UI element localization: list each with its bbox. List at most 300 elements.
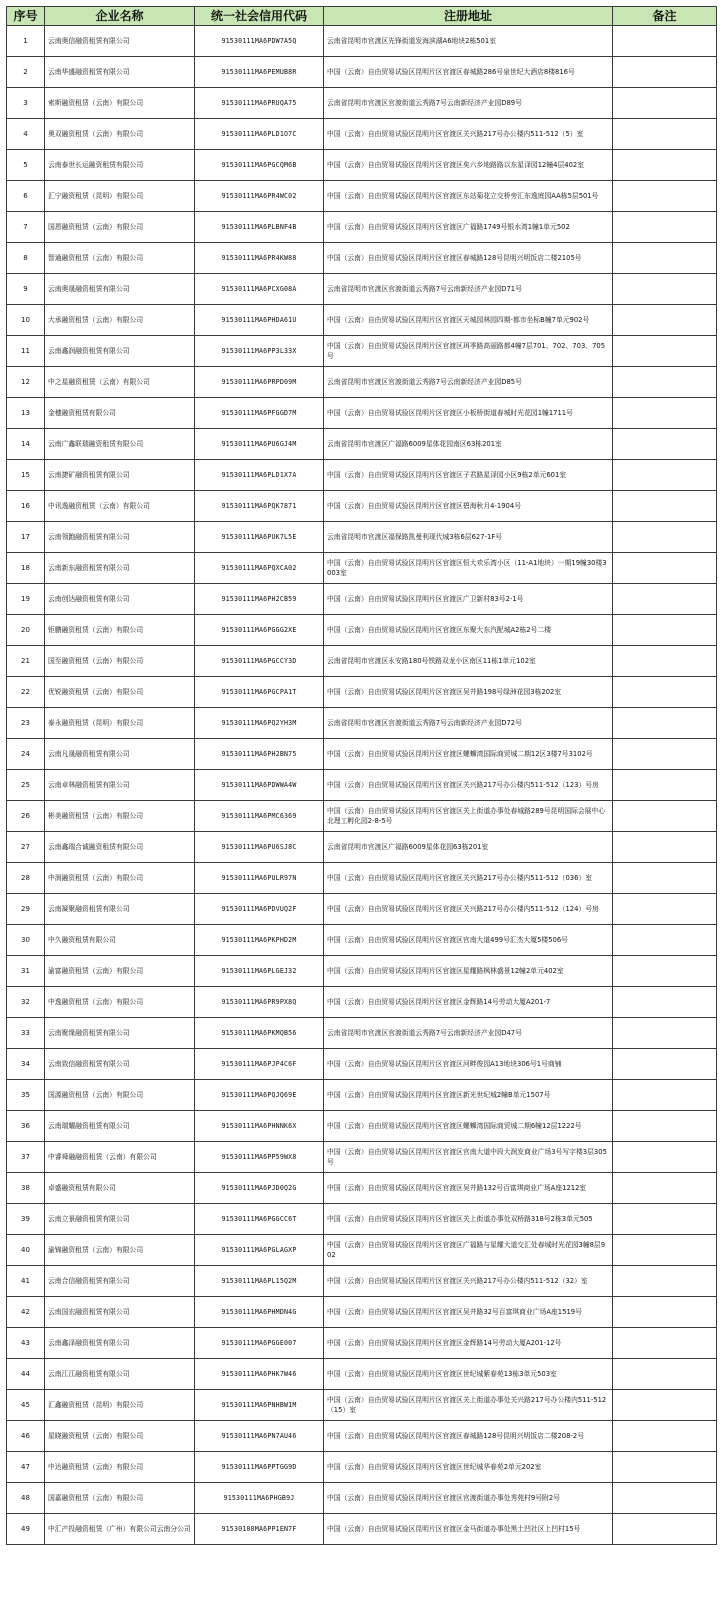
cell-remarks bbox=[613, 1049, 717, 1080]
cell-index: 22 bbox=[7, 677, 45, 708]
cell-index: 21 bbox=[7, 646, 45, 677]
table-row bbox=[7, 460, 717, 491]
cell-credit-code: 91530111MA6PDWWA4W bbox=[195, 770, 324, 801]
cell-index: 3 bbox=[7, 88, 45, 119]
cell-company-name: 中达融资租赁（云南）有限公司 bbox=[45, 1452, 195, 1483]
cell-company-name: 云南捷矿融资租赁有限公司 bbox=[45, 460, 195, 491]
cell-remarks bbox=[613, 1266, 717, 1297]
table-row bbox=[7, 150, 717, 181]
cell-remarks bbox=[613, 88, 717, 119]
cell-credit-code: 91530111MA6PGCCY3D bbox=[195, 646, 324, 677]
table-row bbox=[7, 1266, 717, 1297]
cell-remarks bbox=[613, 739, 717, 770]
cell-index: 33 bbox=[7, 1018, 45, 1049]
cell-company-name: 云南合信融资租赁有限公司 bbox=[45, 1266, 195, 1297]
table-row bbox=[7, 1514, 717, 1545]
cell-address: 云南省昆明市官渡区广福路6009星体花园63栋201室 bbox=[324, 832, 613, 863]
cell-company-name: 星晓融资租赁（云南）有限公司 bbox=[45, 1421, 195, 1452]
cell-index: 31 bbox=[7, 956, 45, 987]
cell-index: 47 bbox=[7, 1452, 45, 1483]
cell-address: 中国（云南）自由贸易试验区昆明片区官渡区小板桥街道春城时光花园1幢1711号 bbox=[324, 398, 613, 429]
cell-credit-code: 91530111MA6PQ2YH3M bbox=[195, 708, 324, 739]
cell-address: 中国（云南）自由贸易试验区昆明片区官渡区金辉路14号劳动大厦A201-7 bbox=[324, 987, 613, 1018]
cell-company-name: 云南鑫润融资租赁有限公司 bbox=[45, 336, 195, 367]
cell-index: 26 bbox=[7, 801, 45, 832]
cell-credit-code: 91530111MA6PHNNK6X bbox=[195, 1111, 324, 1142]
cell-credit-code: 91530111MA6PPTGG9D bbox=[195, 1452, 324, 1483]
cell-remarks bbox=[613, 119, 717, 150]
table-row bbox=[7, 863, 717, 894]
cell-index: 10 bbox=[7, 305, 45, 336]
cell-address: 中国（云南）自由贸易试验区昆明片区官渡区子君路星泽园小区9栋2单元601室 bbox=[324, 460, 613, 491]
cell-remarks bbox=[613, 925, 717, 956]
cell-address: 中国（云南）自由贸易试验区昆明片区官渡区关兴路217号办公楼内511-512（32）室 bbox=[324, 1266, 613, 1297]
cell-credit-code: 91530111MA6PHMDN4G bbox=[195, 1297, 324, 1328]
table-row bbox=[7, 646, 717, 677]
cell-credit-code: 91530111MA6PULR97N bbox=[195, 863, 324, 894]
cell-credit-code: 91530111MA6PNHBW1M bbox=[195, 1390, 324, 1421]
cell-company-name: 国源融资租赁（云南）有限公司 bbox=[45, 1080, 195, 1111]
header-address: 注册地址 bbox=[324, 7, 613, 26]
table-row bbox=[7, 1204, 717, 1235]
cell-index: 30 bbox=[7, 925, 45, 956]
cell-address: 中国（云南）自由贸易试验区昆明片区官渡区广卫新村83号2-1号 bbox=[324, 584, 613, 615]
cell-remarks bbox=[613, 987, 717, 1018]
table-row bbox=[7, 336, 717, 367]
cell-company-name: 云南奥晟融资租赁有限公司 bbox=[45, 274, 195, 305]
cell-address: 云南省昆明市官渡区官渡街道云秀路7号云南新经济产业园D71号 bbox=[324, 274, 613, 305]
table-header bbox=[7, 7, 717, 26]
cell-address: 中国（云南）自由贸易试验区昆明片区官渡区珥季路高丽路都4幢7层701、702、703、705号 bbox=[324, 336, 613, 367]
cell-remarks bbox=[613, 615, 717, 646]
cell-remarks bbox=[613, 1390, 717, 1421]
cell-index: 34 bbox=[7, 1049, 45, 1080]
cell-credit-code: 91530111MA6PCXG08A bbox=[195, 274, 324, 305]
cell-address: 中国（云南）自由贸易试验区昆明片区官渡区恒大欢乐湾小区（11-A1地块）一期19幢30楼3003室 bbox=[324, 553, 613, 584]
cell-address: 中国（云南）自由贸易试验区昆明片区官渡区官南大道499号汇杰大厦5楼506号 bbox=[324, 925, 613, 956]
cell-remarks bbox=[613, 894, 717, 925]
table-row bbox=[7, 398, 717, 429]
cell-index: 45 bbox=[7, 1390, 45, 1421]
cell-address: 中国（云南）自由贸易试验区昆明片区官渡区新光世纪城2幢B单元1507号 bbox=[324, 1080, 613, 1111]
cell-company-name: 中睿舜融融资租赁（云南）有限公司 bbox=[45, 1142, 195, 1173]
cell-remarks bbox=[613, 1018, 717, 1049]
cell-company-name: 云南华盛融资租赁有限公司 bbox=[45, 57, 195, 88]
table-row bbox=[7, 708, 717, 739]
cell-remarks bbox=[613, 243, 717, 274]
cell-credit-code: 91530111MA6PU6GJ4M bbox=[195, 429, 324, 460]
table-row bbox=[7, 584, 717, 615]
cell-company-name: 云南鑫泽融资租赁有限公司 bbox=[45, 1328, 195, 1359]
cell-company-name: 泰永融资租赁（昆明）有限公司 bbox=[45, 708, 195, 739]
cell-company-name: 云南创达融资租赁有限公司 bbox=[45, 584, 195, 615]
cell-index: 43 bbox=[7, 1328, 45, 1359]
cell-credit-code: 91530111MA6PGCQM6B bbox=[195, 150, 324, 181]
cell-address: 中国（云南）自由贸易试验区昆明片区官渡区广福路与星耀大道交汇处春城时光花园3幢8层902 bbox=[324, 1235, 613, 1266]
table-row bbox=[7, 1452, 717, 1483]
cell-credit-code: 91530111MA6PP3L33X bbox=[195, 336, 324, 367]
cell-address: 云南省昆明市官渡区先锋街道发海滨湖A6地块2栋501室 bbox=[324, 26, 613, 57]
table-row bbox=[7, 987, 717, 1018]
cell-remarks bbox=[613, 1173, 717, 1204]
cell-remarks bbox=[613, 522, 717, 553]
cell-address: 云南省昆明市官渡区永安路180号铁路双龙小区南区11栋1单元102室 bbox=[324, 646, 613, 677]
cell-address: 中国（云南）自由贸易试验区昆明片区官渡区吴井路198号绿洲花园3栋202室 bbox=[324, 677, 613, 708]
cell-company-name: 汇鑫融资租赁（昆明）有限公司 bbox=[45, 1390, 195, 1421]
cell-address: 中国（云南）自由贸易试验区昆明片区官渡区吴井路32号百富琪商业广场A座1519号 bbox=[324, 1297, 613, 1328]
table-row bbox=[7, 1080, 717, 1111]
cell-credit-code: 91530111MA6PLD1O7C bbox=[195, 119, 324, 150]
cell-index: 14 bbox=[7, 429, 45, 460]
table-row bbox=[7, 1390, 717, 1421]
cell-address: 中国（云南）自由贸易试验区昆明片区官渡区天城园林园四期-都市坐标B幢7单元902号 bbox=[324, 305, 613, 336]
header-company-name: 企业名称 bbox=[45, 7, 195, 26]
cell-address: 中国（云南）自由贸易试验区昆明片区官渡区东聚大东汽配城A2栋2号二楼 bbox=[324, 615, 613, 646]
cell-company-name: 中之星融资租赁（云南）有限公司 bbox=[45, 367, 195, 398]
cell-index: 13 bbox=[7, 398, 45, 429]
cell-remarks bbox=[613, 398, 717, 429]
cell-address: 中国（云南）自由贸易试验区昆明片区官渡区世纪城紫春苑13栋3单元503室 bbox=[324, 1359, 613, 1390]
cell-address: 中国（云南）自由贸易试验区昆明片区官渡区世纪城华春苑2单元202室 bbox=[324, 1452, 613, 1483]
cell-index: 18 bbox=[7, 553, 45, 584]
cell-index: 17 bbox=[7, 522, 45, 553]
table-row bbox=[7, 88, 717, 119]
cell-company-name: 云南瑞耀融资租赁有限公司 bbox=[45, 1111, 195, 1142]
table-row bbox=[7, 677, 717, 708]
cell-index: 4 bbox=[7, 119, 45, 150]
cell-credit-code: 91530111MA6PEMUB8R bbox=[195, 57, 324, 88]
cell-remarks bbox=[613, 708, 717, 739]
cell-index: 49 bbox=[7, 1514, 45, 1545]
cell-remarks bbox=[613, 832, 717, 863]
cell-credit-code: 91530111MA6PLGEJ32 bbox=[195, 956, 324, 987]
cell-remarks bbox=[613, 1452, 717, 1483]
cell-company-name: 云南奥信融资租赁有限公司 bbox=[45, 26, 195, 57]
cell-index: 23 bbox=[7, 708, 45, 739]
cell-company-name: 云南聚缘融资租赁有限公司 bbox=[45, 1018, 195, 1049]
cell-company-name: 智通融资租赁（云南）有限公司 bbox=[45, 243, 195, 274]
cell-company-name: 渝富融资租赁（云南）有限公司 bbox=[45, 956, 195, 987]
cell-credit-code: 91530111MA6PGGE007 bbox=[195, 1328, 324, 1359]
cell-credit-code: 91530111MA6PR9PX8Q bbox=[195, 987, 324, 1018]
cell-credit-code: 91530111MA6PDW7A5Q bbox=[195, 26, 324, 57]
cell-index: 41 bbox=[7, 1266, 45, 1297]
cell-remarks bbox=[613, 863, 717, 894]
cell-index: 27 bbox=[7, 832, 45, 863]
cell-remarks bbox=[613, 367, 717, 398]
cell-address: 中国（云南）自由贸易试验区昆明片区官渡区关兴路217号办公楼内511-512（5）室 bbox=[324, 119, 613, 150]
table-row bbox=[7, 491, 717, 522]
table-row bbox=[7, 1359, 717, 1390]
cell-address: 中国（云南）自由贸易试验区昆明片区官渡区关上街道办事处关兴路217号办公楼内511-512（15）室 bbox=[324, 1390, 613, 1421]
cell-index: 48 bbox=[7, 1483, 45, 1514]
cell-remarks bbox=[613, 1421, 717, 1452]
cell-company-name: 索斯融资租赁（云南）有限公司 bbox=[45, 88, 195, 119]
cell-index: 40 bbox=[7, 1235, 45, 1266]
cell-credit-code: 91530111MA6PLBNF4B bbox=[195, 212, 324, 243]
table-row bbox=[7, 57, 717, 88]
cell-index: 20 bbox=[7, 615, 45, 646]
cell-credit-code: 91530111MA6PKPHD2M bbox=[195, 925, 324, 956]
cell-remarks bbox=[613, 584, 717, 615]
cell-credit-code: 91530111MA6PH2CB59 bbox=[195, 584, 324, 615]
cell-remarks bbox=[613, 26, 717, 57]
cell-credit-code: 91530111MA6PLD1X7A bbox=[195, 460, 324, 491]
cell-address: 中国（云南）自由贸易试验区昆明片区官渡区关兴路217号办公楼内511-512（036）室 bbox=[324, 863, 613, 894]
cell-remarks bbox=[613, 150, 717, 181]
cell-company-name: 中逸融资租赁（云南）有限公司 bbox=[45, 987, 195, 1018]
cell-credit-code: 91530111MA6PDVUQ2F bbox=[195, 894, 324, 925]
cell-company-name: 国恩融资租赁（云南）有限公司 bbox=[45, 212, 195, 243]
cell-company-name: 中汇产投融资租赁（广州）有限公司云南分公司 bbox=[45, 1514, 195, 1545]
table-row bbox=[7, 429, 717, 460]
cell-credit-code: 91530111MA6PGCPA1T bbox=[195, 677, 324, 708]
cell-company-name: 云南泰世长运融资租赁有限公司 bbox=[45, 150, 195, 181]
cell-company-name: 国至融资租赁（云南）有限公司 bbox=[45, 646, 195, 677]
cell-address: 云南省昆明市官渡区福保路凯曼利现代城3栋6层627-1F号 bbox=[324, 522, 613, 553]
company-registry-table bbox=[6, 6, 717, 1545]
cell-company-name: 卓盛融资租赁有限公司 bbox=[45, 1173, 195, 1204]
cell-address: 云南省昆明市官渡区官渡街道云秀路7号云南新经济产业园D89号 bbox=[324, 88, 613, 119]
table-row bbox=[7, 181, 717, 212]
cell-address: 中国（云南）自由贸易试验区昆明片区官渡区官渡街道办事处秀苑村9号附2号 bbox=[324, 1483, 613, 1514]
table-row bbox=[7, 956, 717, 987]
cell-credit-code: 91530111MA6PMC6369 bbox=[195, 801, 324, 832]
cell-company-name: 云南新东融资租赁有限公司 bbox=[45, 553, 195, 584]
table-row bbox=[7, 522, 717, 553]
cell-address: 中国（云南）自由贸易试验区昆明片区官渡区东站菊花立交桥旁汇东逸庭园AA栋5层501号 bbox=[324, 181, 613, 212]
cell-remarks bbox=[613, 770, 717, 801]
cell-company-name: 云南卓林融资租赁有限公司 bbox=[45, 770, 195, 801]
cell-address: 中国（云南）自由贸易试验区昆明片区官渡区关兴路217号办公楼内511-512（124）号房 bbox=[324, 894, 613, 925]
cell-credit-code: 91530111MA6PH2BN75 bbox=[195, 739, 324, 770]
table-row bbox=[7, 367, 717, 398]
header-row bbox=[7, 7, 717, 26]
cell-remarks bbox=[613, 212, 717, 243]
cell-address: 中国（云南）自由贸易试验区昆明片区官渡区春城路286号泉世纪大酒店8楼816号 bbox=[324, 57, 613, 88]
cell-index: 16 bbox=[7, 491, 45, 522]
cell-remarks bbox=[613, 460, 717, 491]
table-row bbox=[7, 1297, 717, 1328]
cell-index: 35 bbox=[7, 1080, 45, 1111]
cell-index: 39 bbox=[7, 1204, 45, 1235]
cell-address: 中国（云南）自由贸易试验区昆明片区官渡区螺蛳湾国际商贸城二期12区3楼7号3102号 bbox=[324, 739, 613, 770]
cell-index: 1 bbox=[7, 26, 45, 57]
cell-credit-code: 91530111MA6PRPD09M bbox=[195, 367, 324, 398]
cell-company-name: 钜鹏融资租赁（云南）有限公司 bbox=[45, 615, 195, 646]
cell-remarks bbox=[613, 956, 717, 987]
table-row bbox=[7, 119, 717, 150]
table-row bbox=[7, 1173, 717, 1204]
cell-index: 2 bbox=[7, 57, 45, 88]
cell-index: 8 bbox=[7, 243, 45, 274]
cell-credit-code: 91530111MA6PGLAGXP bbox=[195, 1235, 324, 1266]
cell-remarks bbox=[613, 677, 717, 708]
cell-address: 中国（云南）自由贸易试验区昆明片区官渡区关上街道办事处春城路289号昆明国际会展中心北理工孵化园2-8-5号 bbox=[324, 801, 613, 832]
cell-credit-code: 91530111MA6PUK7L5E bbox=[195, 522, 324, 553]
cell-company-name: 云南鑫瑞合诚融资租赁有限公司 bbox=[45, 832, 195, 863]
cell-address: 中国（云南）自由贸易试验区昆明片区官渡区星耀路枫林盛景12幢2单元402室 bbox=[324, 956, 613, 987]
header-remarks: 备注 bbox=[613, 7, 717, 26]
cell-credit-code: 91530111MA6PFGGD7M bbox=[195, 398, 324, 429]
cell-credit-code: 91530111MA6PHK7W46 bbox=[195, 1359, 324, 1390]
cell-address: 中国（云南）自由贸易试验区昆明片区官渡区碧海秋月4-1904号 bbox=[324, 491, 613, 522]
cell-address: 中国（云南）自由贸易试验区昆明片区官渡区矣六乡地路路以东星泽园12幢4层402室 bbox=[324, 150, 613, 181]
cell-credit-code: 91530111MA6PQXCA02 bbox=[195, 553, 324, 584]
cell-index: 28 bbox=[7, 863, 45, 894]
cell-remarks bbox=[613, 1328, 717, 1359]
table-row bbox=[7, 739, 717, 770]
cell-credit-code: 91530111MA6PN7AU46 bbox=[195, 1421, 324, 1452]
cell-address: 云南省昆明市官渡区广福路6009星体花园南区63栋201室 bbox=[324, 429, 613, 460]
cell-address: 中国（云南）自由贸易试验区昆明片区官渡区官南大道中段大润发商业广场3号写字楼3层305号 bbox=[324, 1142, 613, 1173]
table-row bbox=[7, 212, 717, 243]
table-row bbox=[7, 553, 717, 584]
cell-company-name: 渝锦融资租赁（云南）有限公司 bbox=[45, 1235, 195, 1266]
cell-index: 37 bbox=[7, 1142, 45, 1173]
cell-credit-code: 91530111MA6PU6SJ8C bbox=[195, 832, 324, 863]
cell-credit-code: 91530111MA6PHGB9J bbox=[195, 1483, 324, 1514]
table-row bbox=[7, 925, 717, 956]
cell-remarks bbox=[613, 1483, 717, 1514]
cell-credit-code: 91530111MA6PP59WX8 bbox=[195, 1142, 324, 1173]
table-body bbox=[7, 26, 717, 1545]
cell-remarks bbox=[613, 1297, 717, 1328]
cell-company-name: 中讯逸融资租赁（云南）有限公司 bbox=[45, 491, 195, 522]
cell-remarks bbox=[613, 491, 717, 522]
cell-address: 中国（云南）自由贸易试验区昆明片区官渡区春城路128号昆明兴明饭店二楼2105号 bbox=[324, 243, 613, 274]
cell-remarks bbox=[613, 1514, 717, 1545]
cell-remarks bbox=[613, 646, 717, 677]
cell-index: 32 bbox=[7, 987, 45, 1018]
cell-index: 36 bbox=[7, 1111, 45, 1142]
table-row bbox=[7, 1483, 717, 1514]
cell-company-name: 云南致信融资租赁有限公司 bbox=[45, 1049, 195, 1080]
cell-index: 6 bbox=[7, 181, 45, 212]
cell-company-name: 中久融资租赁有限公司 bbox=[45, 925, 195, 956]
cell-remarks bbox=[613, 801, 717, 832]
cell-address: 中国（云南）自由贸易试验区昆明片区官渡区关兴路217号办公楼内511-512（123）号房 bbox=[324, 770, 613, 801]
table-row bbox=[7, 243, 717, 274]
cell-remarks bbox=[613, 305, 717, 336]
cell-company-name: 彬美融资租赁（云南）有限公司 bbox=[45, 801, 195, 832]
cell-credit-code: 91530111MA6PL15Q2M bbox=[195, 1266, 324, 1297]
table-row bbox=[7, 894, 717, 925]
cell-credit-code: 91530111MA6PQK7871 bbox=[195, 491, 324, 522]
cell-index: 44 bbox=[7, 1359, 45, 1390]
cell-remarks bbox=[613, 429, 717, 460]
cell-index: 38 bbox=[7, 1173, 45, 1204]
cell-index: 9 bbox=[7, 274, 45, 305]
cell-credit-code: 91530100MA6PP1EN7F bbox=[195, 1514, 324, 1545]
header-credit-code: 统一社会信用代码 bbox=[195, 7, 324, 26]
table-row bbox=[7, 615, 717, 646]
cell-address: 云南省昆明市官渡区官渡街道云秀路7号云南新经济产业园D85号 bbox=[324, 367, 613, 398]
cell-address: 中国（云南）自由贸易试验区昆明片区官渡区春城路128号昆明兴明饭店二楼208-2号 bbox=[324, 1421, 613, 1452]
table-row bbox=[7, 1111, 717, 1142]
cell-address: 云南省昆明市官渡区官渡街道云秀路7号云南新经济产业园D72号 bbox=[324, 708, 613, 739]
cell-remarks bbox=[613, 181, 717, 212]
cell-remarks bbox=[613, 274, 717, 305]
cell-address: 中国（云南）自由贸易试验区昆明片区官渡区关上街道办事处双桥路318号2栋3单元505 bbox=[324, 1204, 613, 1235]
cell-company-name: 汇宁融资租赁（昆明）有限公司 bbox=[45, 181, 195, 212]
table-row bbox=[7, 770, 717, 801]
table-row bbox=[7, 1421, 717, 1452]
cell-remarks bbox=[613, 1359, 717, 1390]
cell-credit-code: 91530111MA6PGGG2XE bbox=[195, 615, 324, 646]
cell-address: 中国（云南）自由贸易试验区昆明片区官渡区金辉路14号劳动大厦A201-12号 bbox=[324, 1328, 613, 1359]
cell-credit-code: 91530111MA6PQJQ69E bbox=[195, 1080, 324, 1111]
cell-address: 中国（云南）自由贸易试验区昆明片区官渡区河畔俊园A13地块306号1号商铺 bbox=[324, 1049, 613, 1080]
table-row bbox=[7, 1142, 717, 1173]
cell-index: 19 bbox=[7, 584, 45, 615]
cell-address: 中国（云南）自由贸易试验区昆明片区官渡区吴井路132号百富琪商业广场A座1212室 bbox=[324, 1173, 613, 1204]
cell-remarks bbox=[613, 553, 717, 584]
cell-company-name: 云南立景融资租赁有限公司 bbox=[45, 1204, 195, 1235]
cell-index: 15 bbox=[7, 460, 45, 491]
cell-credit-code: 91530111MA6PGGCC6T bbox=[195, 1204, 324, 1235]
cell-company-name: 云南广鑫联瑞融资租赁有限公司 bbox=[45, 429, 195, 460]
cell-remarks bbox=[613, 1235, 717, 1266]
cell-index: 24 bbox=[7, 739, 45, 770]
cell-credit-code: 91530111MA6PJP4C6F bbox=[195, 1049, 324, 1080]
cell-address: 云南省昆明市官渡区官渡街道云秀路7号云南新经济产业园D47号 bbox=[324, 1018, 613, 1049]
table-row bbox=[7, 832, 717, 863]
cell-remarks bbox=[613, 1111, 717, 1142]
cell-remarks bbox=[613, 336, 717, 367]
table-row bbox=[7, 274, 717, 305]
table-row bbox=[7, 1049, 717, 1080]
table-row bbox=[7, 801, 717, 832]
cell-remarks bbox=[613, 57, 717, 88]
cell-address: 中国（云南）自由贸易试验区昆明片区官渡区螺蛳湾国际商贸城二期6幢12层1222号 bbox=[324, 1111, 613, 1142]
cell-credit-code: 91530111MA6PKMQB56 bbox=[195, 1018, 324, 1049]
cell-index: 5 bbox=[7, 150, 45, 181]
cell-company-name: 奥双融资租赁（云南）有限公司 bbox=[45, 119, 195, 150]
cell-index: 46 bbox=[7, 1421, 45, 1452]
header-index: 序号 bbox=[7, 7, 45, 26]
table-row bbox=[7, 1328, 717, 1359]
table-row bbox=[7, 1018, 717, 1049]
cell-index: 12 bbox=[7, 367, 45, 398]
table-row bbox=[7, 26, 717, 57]
cell-company-name: 云南江江融资租赁有限公司 bbox=[45, 1359, 195, 1390]
cell-company-name: 云南凡晟融资租赁有限公司 bbox=[45, 739, 195, 770]
cell-remarks bbox=[613, 1204, 717, 1235]
table-row bbox=[7, 305, 717, 336]
cell-company-name: 云南领跑融资租赁有限公司 bbox=[45, 522, 195, 553]
cell-credit-code: 91530111MA6PJD0Q2G bbox=[195, 1173, 324, 1204]
cell-credit-code: 91530111MA6PHDA61U bbox=[195, 305, 324, 336]
cell-index: 29 bbox=[7, 894, 45, 925]
cell-company-name: 云南凝聚融资租赁有限公司 bbox=[45, 894, 195, 925]
cell-company-name: 中润融资租赁（云南）有限公司 bbox=[45, 863, 195, 894]
cell-index: 11 bbox=[7, 336, 45, 367]
cell-company-name: 金穗融资租赁有限公司 bbox=[45, 398, 195, 429]
cell-credit-code: 91530111MA6PRUQA75 bbox=[195, 88, 324, 119]
cell-index: 42 bbox=[7, 1297, 45, 1328]
cell-company-name: 优锐融资租赁（云南）有限公司 bbox=[45, 677, 195, 708]
cell-address: 中国（云南）自由贸易试验区昆明片区官渡区广福路1749号银水湾1幢1单元502 bbox=[324, 212, 613, 243]
cell-company-name: 大承融资租赁（云南）有限公司 bbox=[45, 305, 195, 336]
cell-credit-code: 91530111MA6PR4KW88 bbox=[195, 243, 324, 274]
cell-remarks bbox=[613, 1142, 717, 1173]
cell-remarks bbox=[613, 1080, 717, 1111]
cell-address: 中国（云南）自由贸易试验区昆明片区官渡区金马街道办事处黑土凹社区上凹村15号 bbox=[324, 1514, 613, 1545]
cell-index: 25 bbox=[7, 770, 45, 801]
cell-credit-code: 91530111MA6PR4WC02 bbox=[195, 181, 324, 212]
cell-index: 7 bbox=[7, 212, 45, 243]
